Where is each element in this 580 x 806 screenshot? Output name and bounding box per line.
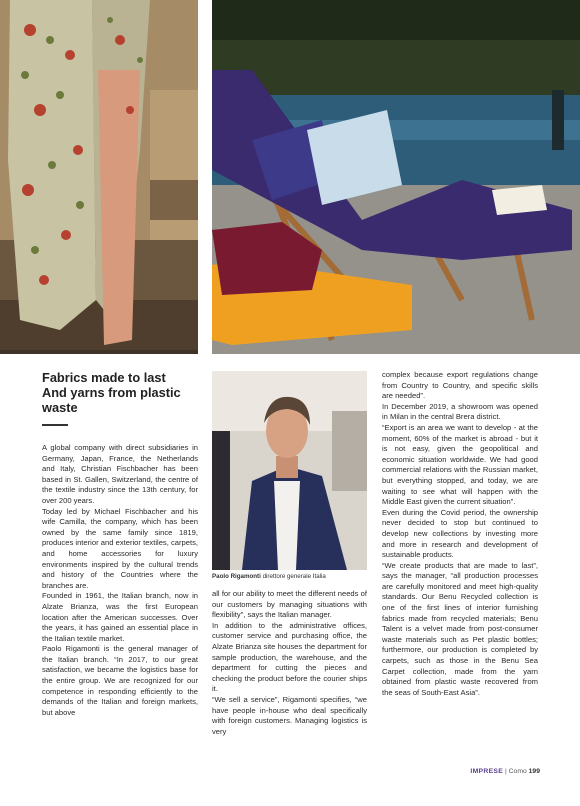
paragraph: A global company with direct subsidiaries in Germany, Japan, France, the Netherlands and Italy, Christian Fischbacher has been based in St. Gallen, Switzerland, the centre of the textile industry since the 13th century, for over 200 years. — [42, 443, 198, 505]
loungers-photo — [212, 0, 580, 354]
paragraph: Paolo Rigamonti is the general manager of the Italian branch. “In 2017, to our great satisfaction, we became the logistics base for the entire group. We are recognized for our competence in responding efficiently to the demands of the Italian and foreign markets, but above — [42, 644, 198, 717]
paragraph: Even during the Covid period, the ownership never decided to stop but continued to develop new collections by investing more and more in research and development of sustainable products. — [382, 507, 538, 560]
headline-line-2: And yarns from plastic — [42, 385, 181, 400]
paragraph: “We sell a service”, Rigamonti specifies, “we have people in-house who deal specifically with foreign customers. Managing logistics is very — [212, 694, 367, 736]
page-number: 199 — [528, 768, 540, 775]
paragraph: Founded in 1961, the Italian branch, now in Alzate Brianza, was the first European location after the American successes. Over the years, it has gained an essential place in the Italian textile market. — [42, 591, 198, 643]
paragraph: complex because export regulations change from Country to Country, and specific skills are needed”. — [382, 370, 538, 401]
headline-line-1: Fabrics made to last — [42, 370, 166, 385]
text-column-1 — [42, 443, 198, 718]
paragraph: In December 2019, a showroom was opened in Milan in the central Brera district. — [382, 401, 538, 422]
footer-section: Como — [508, 768, 527, 775]
page-footer — [470, 768, 540, 775]
footer-separator: | — [504, 768, 507, 775]
text-column-3 — [382, 370, 538, 698]
caption-role: direttore generale Italia — [262, 573, 326, 580]
paragraph: Today led by Michael Fischbacher and his wife Camilla, the company, which has been owned by the same family since 1819, produces interior and exterior textiles, carpets, and home accessories for luxury environments inspired by the cultural trends and history of the Countries where the branches are. — [42, 506, 198, 590]
article-headline — [42, 370, 202, 415]
caption-name: Paolo Rigamonti — [212, 573, 261, 580]
paragraph: In addition to the administrative offices, customer service and purchasing office, the Alzate Brianza site houses the department for sample production, the warehouse, and the department for cutting the pieces and checking the product before the courier ships it. — [212, 620, 367, 694]
paragraph: all for our ability to meet the different needs of our customers by managing situations with flexibility”, says the Italian manager. — [212, 589, 367, 620]
text-column-2 — [212, 589, 367, 737]
curtain-photo — [0, 0, 198, 354]
headline-divider — [42, 424, 68, 426]
headline-line-3: waste — [42, 400, 78, 415]
photo-caption — [212, 573, 382, 581]
magazine-brand: IMPRESE — [470, 768, 504, 775]
paragraph: “Export is an area we want to develop - at the moment, 60% of the market is abroad - but it is not easy, given the geopolitical and economic situation worldwide. We had good commercial relations with the Russian market, but everything stopped, and today, we are waiting to see what will happen with the Middle East given the current situation”. — [382, 422, 538, 507]
portrait-photo — [212, 371, 367, 570]
paragraph: “We create products that are made to last”, says the manager, “all production processes are carefully monitored and meet high-quality standards. Our Benu Recycled collection is one of the first lines of interior furnishing fabrics made from recycled materials; Benu Talent is a velvet made from post-consumer waste materials such as Pet plastic bottles; furthermore, our production is completed by carpets, such as those in the Benu Sea Carpet collection, made from the yarn obtained from plastic waste recovered from the seas of South-East Asia”. — [382, 560, 538, 697]
